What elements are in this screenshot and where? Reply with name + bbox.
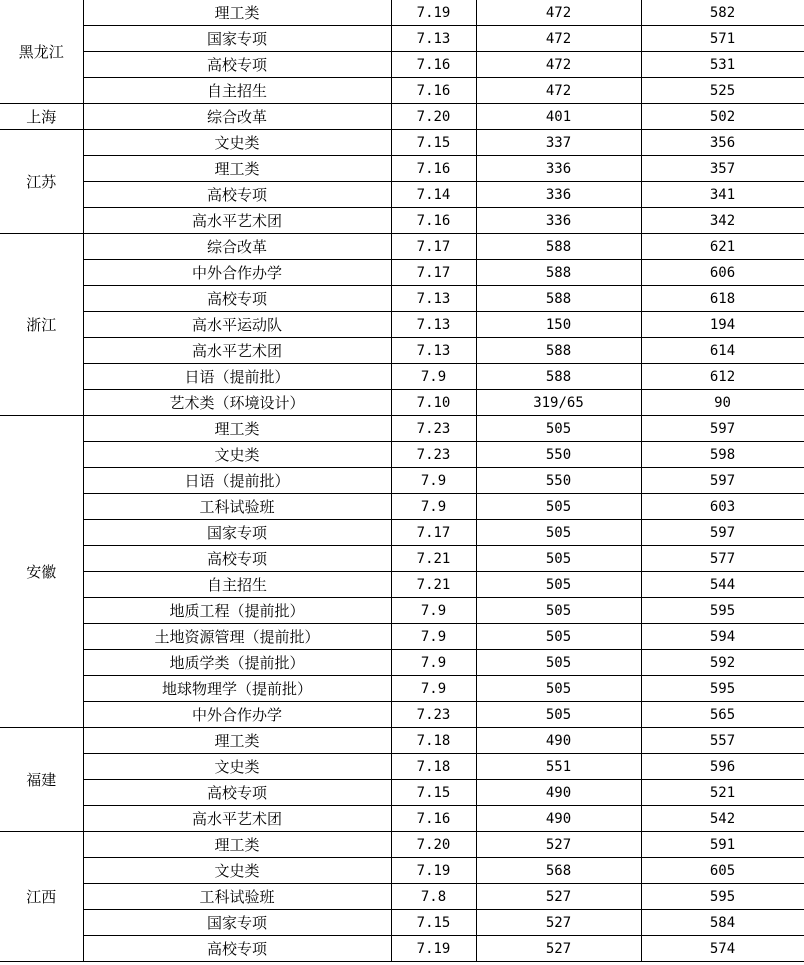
table-row: [0, 780, 804, 806]
min-score-cell: 542: [641, 806, 804, 832]
min-score-cell: 571: [641, 26, 804, 52]
date-cell: 7.17: [391, 234, 476, 260]
category-cell: 国家专项: [83, 520, 391, 546]
category-cell: 文史类: [83, 130, 391, 156]
control-line-cell: 505: [476, 624, 641, 650]
table-row: [0, 468, 804, 494]
category-cell: 中外合作办学: [83, 260, 391, 286]
date-cell: 7.23: [391, 442, 476, 468]
category-cell: 理工类: [83, 832, 391, 858]
category-cell: 文史类: [83, 442, 391, 468]
table-row: [0, 546, 804, 572]
table-row: [0, 52, 804, 78]
min-score-cell: 606: [641, 260, 804, 286]
table-row: [0, 390, 804, 416]
category-cell: 理工类: [83, 0, 391, 26]
control-line-cell: 505: [476, 598, 641, 624]
table-row: [0, 130, 804, 156]
province-cell: 浙江: [0, 234, 83, 416]
category-cell: 艺术类（环境设计）: [83, 390, 391, 416]
min-score-cell: 612: [641, 364, 804, 390]
category-cell: 高校专项: [83, 780, 391, 806]
control-line-cell: 550: [476, 468, 641, 494]
date-cell: 7.19: [391, 858, 476, 884]
min-score-cell: 595: [641, 598, 804, 624]
province-cell: 上海: [0, 104, 83, 130]
date-cell: 7.8: [391, 884, 476, 910]
province-cell: 江苏: [0, 130, 83, 234]
table-row: [0, 572, 804, 598]
date-cell: 7.10: [391, 390, 476, 416]
category-cell: 自主招生: [83, 572, 391, 598]
date-cell: 7.9: [391, 468, 476, 494]
control-line-cell: 336: [476, 208, 641, 234]
table-row: [0, 728, 804, 754]
control-line-cell: 588: [476, 260, 641, 286]
date-cell: 7.21: [391, 546, 476, 572]
category-cell: 高校专项: [83, 286, 391, 312]
table-row: [0, 520, 804, 546]
province-cell: 福建: [0, 728, 83, 832]
table-row: [0, 156, 804, 182]
table-row: [0, 416, 804, 442]
table-row: [0, 286, 804, 312]
control-line-cell: 588: [476, 286, 641, 312]
min-score-cell: 592: [641, 650, 804, 676]
category-cell: 国家专项: [83, 910, 391, 936]
control-line-cell: 505: [476, 494, 641, 520]
category-cell: 理工类: [83, 728, 391, 754]
control-line-cell: 472: [476, 78, 641, 104]
control-line-cell: 319/65: [476, 390, 641, 416]
date-cell: 7.17: [391, 520, 476, 546]
date-cell: 7.16: [391, 78, 476, 104]
control-line-cell: 550: [476, 442, 641, 468]
table-row: [0, 702, 804, 728]
table-row: [0, 676, 804, 702]
control-line-cell: 505: [476, 702, 641, 728]
date-cell: 7.13: [391, 312, 476, 338]
date-cell: 7.14: [391, 182, 476, 208]
min-score-cell: 603: [641, 494, 804, 520]
category-cell: 高校专项: [83, 546, 391, 572]
category-cell: 工科试验班: [83, 884, 391, 910]
min-score-cell: 521: [641, 780, 804, 806]
min-score-cell: 614: [641, 338, 804, 364]
category-cell: 国家专项: [83, 26, 391, 52]
min-score-cell: 502: [641, 104, 804, 130]
category-cell: 文史类: [83, 858, 391, 884]
control-line-cell: 490: [476, 806, 641, 832]
control-line-cell: 505: [476, 520, 641, 546]
date-cell: 7.9: [391, 598, 476, 624]
min-score-cell: 525: [641, 78, 804, 104]
date-cell: 7.9: [391, 624, 476, 650]
control-line-cell: 336: [476, 156, 641, 182]
category-cell: 地质学类（提前批）: [83, 650, 391, 676]
date-cell: 7.21: [391, 572, 476, 598]
category-cell: 地球物理学（提前批）: [83, 676, 391, 702]
min-score-cell: 596: [641, 754, 804, 780]
province-cell: 安徽: [0, 416, 83, 728]
control-line-cell: 527: [476, 910, 641, 936]
table-row: [0, 832, 804, 858]
date-cell: 7.23: [391, 416, 476, 442]
table-row: [0, 260, 804, 286]
table-row: [0, 494, 804, 520]
min-score-cell: 591: [641, 832, 804, 858]
table-row: [0, 78, 804, 104]
date-cell: 7.13: [391, 338, 476, 364]
control-line-cell: 505: [476, 676, 641, 702]
date-cell: 7.15: [391, 130, 476, 156]
category-cell: 综合改革: [83, 104, 391, 130]
date-cell: 7.15: [391, 780, 476, 806]
min-score-cell: 595: [641, 676, 804, 702]
min-score-cell: 605: [641, 858, 804, 884]
date-cell: 7.20: [391, 104, 476, 130]
table-row: [0, 26, 804, 52]
table-row: [0, 312, 804, 338]
table-row: [0, 0, 804, 26]
control-line-cell: 588: [476, 338, 641, 364]
table-row: [0, 182, 804, 208]
table-row: [0, 858, 804, 884]
table-row: [0, 104, 804, 130]
min-score-cell: 531: [641, 52, 804, 78]
min-score-cell: 574: [641, 936, 804, 962]
category-cell: 工科试验班: [83, 494, 391, 520]
category-cell: 文史类: [83, 754, 391, 780]
category-cell: 理工类: [83, 156, 391, 182]
control-line-cell: 588: [476, 234, 641, 260]
min-score-cell: 577: [641, 546, 804, 572]
category-cell: 高水平艺术团: [83, 806, 391, 832]
table-row: [0, 936, 804, 962]
control-line-cell: 527: [476, 832, 641, 858]
table-row: [0, 910, 804, 936]
date-cell: 7.19: [391, 936, 476, 962]
control-line-cell: 490: [476, 780, 641, 806]
table-row: [0, 208, 804, 234]
province-cell: 黑龙江: [0, 0, 83, 104]
control-line-cell: 588: [476, 364, 641, 390]
min-score-cell: 595: [641, 884, 804, 910]
control-line-cell: 472: [476, 0, 641, 26]
table-row: [0, 754, 804, 780]
control-line-cell: 336: [476, 182, 641, 208]
control-line-cell: 505: [476, 416, 641, 442]
category-cell: 高水平艺术团: [83, 338, 391, 364]
control-line-cell: 505: [476, 650, 641, 676]
min-score-cell: 356: [641, 130, 804, 156]
control-line-cell: 551: [476, 754, 641, 780]
date-cell: 7.9: [391, 676, 476, 702]
min-score-cell: 584: [641, 910, 804, 936]
date-cell: 7.9: [391, 494, 476, 520]
date-cell: 7.15: [391, 910, 476, 936]
control-line-cell: 568: [476, 858, 641, 884]
table-row: [0, 442, 804, 468]
control-line-cell: 150: [476, 312, 641, 338]
control-line-cell: 505: [476, 546, 641, 572]
date-cell: 7.16: [391, 208, 476, 234]
control-line-cell: 472: [476, 26, 641, 52]
min-score-cell: 618: [641, 286, 804, 312]
control-line-cell: 527: [476, 936, 641, 962]
date-cell: 7.18: [391, 754, 476, 780]
category-cell: 土地资源管理（提前批）: [83, 624, 391, 650]
min-score-cell: 598: [641, 442, 804, 468]
date-cell: 7.19: [391, 0, 476, 26]
date-cell: 7.20: [391, 832, 476, 858]
category-cell: 高水平运动队: [83, 312, 391, 338]
table-row: [0, 338, 804, 364]
province-cell: 江西: [0, 832, 83, 962]
table-row: [0, 806, 804, 832]
control-line-cell: 401: [476, 104, 641, 130]
category-cell: 高校专项: [83, 182, 391, 208]
date-cell: 7.23: [391, 702, 476, 728]
date-cell: 7.16: [391, 156, 476, 182]
min-score-cell: 342: [641, 208, 804, 234]
min-score-cell: 597: [641, 416, 804, 442]
min-score-cell: 194: [641, 312, 804, 338]
control-line-cell: 527: [476, 884, 641, 910]
min-score-cell: 357: [641, 156, 804, 182]
category-cell: 理工类: [83, 416, 391, 442]
min-score-cell: 597: [641, 520, 804, 546]
min-score-cell: 557: [641, 728, 804, 754]
category-cell: 中外合作办学: [83, 702, 391, 728]
date-cell: 7.16: [391, 52, 476, 78]
table-row: [0, 364, 804, 390]
date-cell: 7.13: [391, 286, 476, 312]
category-cell: 高水平艺术团: [83, 208, 391, 234]
min-score-cell: 582: [641, 0, 804, 26]
min-score-cell: 597: [641, 468, 804, 494]
table-row: [0, 884, 804, 910]
date-cell: 7.17: [391, 260, 476, 286]
min-score-cell: 565: [641, 702, 804, 728]
category-cell: 日语（提前批）: [83, 468, 391, 494]
date-cell: 7.18: [391, 728, 476, 754]
min-score-cell: 621: [641, 234, 804, 260]
date-cell: 7.9: [391, 364, 476, 390]
control-line-cell: 490: [476, 728, 641, 754]
table-row: [0, 624, 804, 650]
category-cell: 高校专项: [83, 936, 391, 962]
min-score-cell: 90: [641, 390, 804, 416]
min-score-cell: 594: [641, 624, 804, 650]
control-line-cell: 505: [476, 572, 641, 598]
date-cell: 7.13: [391, 26, 476, 52]
category-cell: 地质工程（提前批）: [83, 598, 391, 624]
category-cell: 日语（提前批）: [83, 364, 391, 390]
min-score-cell: 544: [641, 572, 804, 598]
category-cell: 高校专项: [83, 52, 391, 78]
date-cell: 7.16: [391, 806, 476, 832]
table-row: [0, 234, 804, 260]
date-cell: 7.9: [391, 650, 476, 676]
control-line-cell: 472: [476, 52, 641, 78]
category-cell: 自主招生: [83, 78, 391, 104]
control-line-cell: 337: [476, 130, 641, 156]
table-row: [0, 650, 804, 676]
min-score-cell: 341: [641, 182, 804, 208]
table-row: [0, 598, 804, 624]
category-cell: 综合改革: [83, 234, 391, 260]
